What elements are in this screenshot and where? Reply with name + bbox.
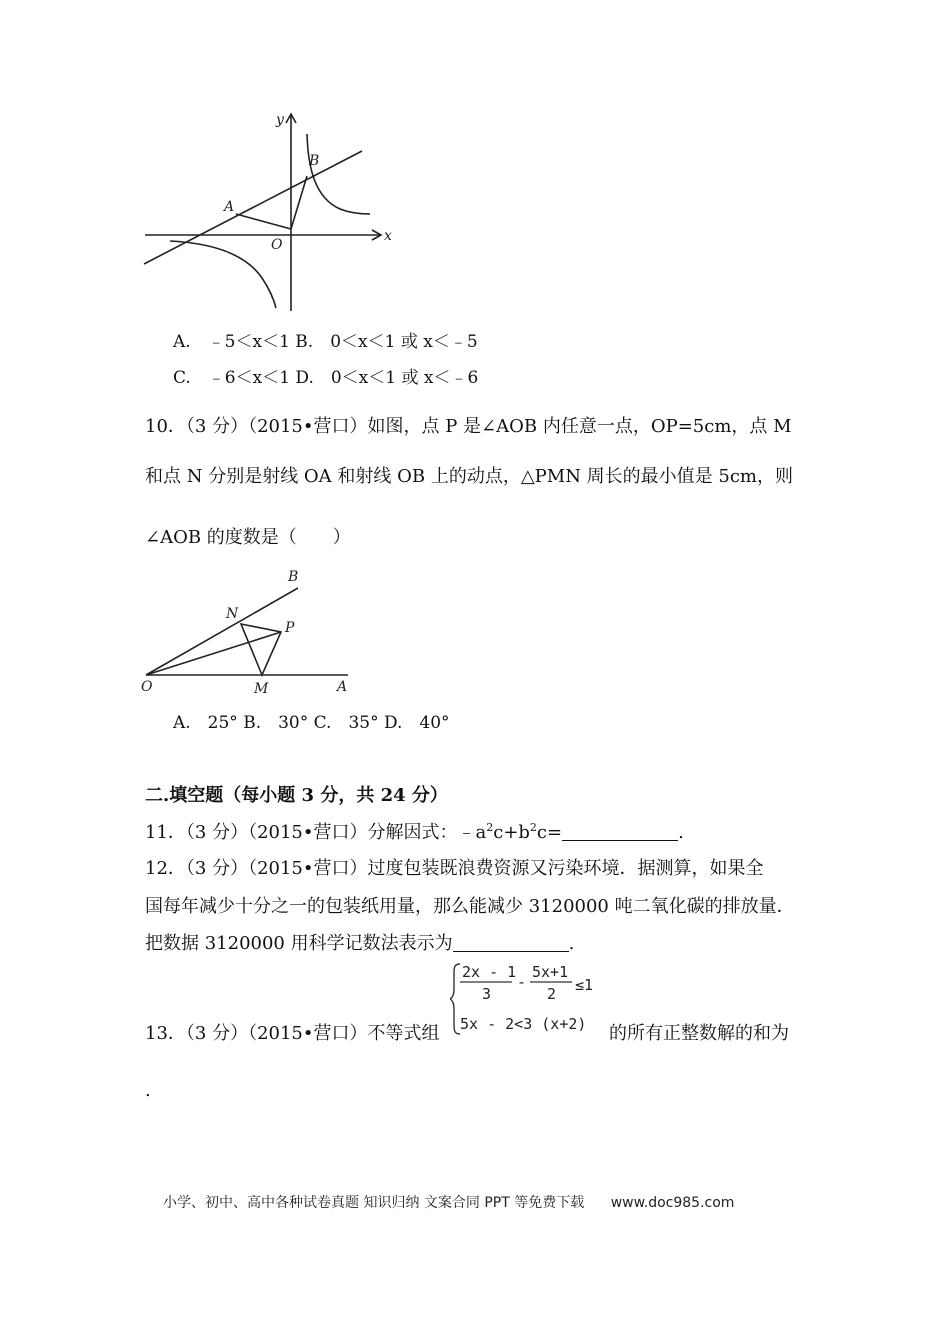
q12-line2: 国每年减少十分之一的包装纸用量，那么能减少 3120000 吨二氧化碳的排放量． <box>145 896 795 917</box>
footer-site[interactable]: www.doc985.com <box>610 1195 735 1211</box>
q11-text-before: 11．（3 分）（2015•营口）分解因式：﹣a <box>145 822 487 843</box>
triangle-pmn <box>241 624 281 675</box>
q12-line3-text: 把数据 3120000 用科学记数法表示为 <box>145 933 453 954</box>
row2: 5x - 2<3 (x+2) <box>460 1015 587 1033</box>
label-o: O <box>271 237 283 253</box>
q11-sup1: 2 <box>486 821 494 834</box>
frac2-den: 2 <box>547 985 557 1003</box>
footer-text: 小学、初中、高中各种试卷真题 知识归纳 文案合同 PPT 等免费下载 <box>163 1195 585 1211</box>
q12-line1: 12．（3 分）（2015•营口）过度包装既浪费资源又污染环境．据测算，如果全 <box>145 858 764 879</box>
q13-inequality-system <box>450 960 610 1038</box>
q11-line <box>145 818 684 844</box>
label-b2: B <box>288 569 299 585</box>
minus-sign: - <box>517 973 527 991</box>
section-title: 二.填空题（每小题 3 分，共 24 分） <box>145 785 448 806</box>
q10-line2: 和点 N 分别是射线 OA 和射线 OB 上的动点，△PMN 周长的最小值是 5cm，则 <box>145 466 793 487</box>
q11-text-after: c= <box>536 822 563 843</box>
q10-line3: ∠AOB 的度数是（ ） <box>145 527 351 548</box>
label-x: x <box>384 228 392 244</box>
frac1-num: 2x - 1 <box>462 963 517 981</box>
q10-line1: 10．（3 分）（2015•营口）如图，点 P 是∠AOB 内任意一点，OP=5cm，点 M <box>145 416 792 437</box>
label-o2: O <box>141 679 153 695</box>
q9-options-cd: C. ﹣6＜x＜1 D. 0＜x＜1 或 x＜﹣6 <box>173 368 479 388</box>
q13-end: . <box>145 1080 151 1101</box>
q13-suffix: 的所有正整数解的和为 <box>609 1023 789 1044</box>
label-n: N <box>226 606 239 622</box>
label-a2: A <box>337 679 348 695</box>
figure-angle-triangle <box>138 566 358 698</box>
frac1-den: 3 <box>482 985 492 1003</box>
q11-answer-blank[interactable] <box>562 824 678 841</box>
footer <box>163 1192 734 1212</box>
label-b: B <box>309 153 320 169</box>
segment-op <box>146 632 281 675</box>
label-p: P <box>285 620 295 636</box>
q11-sup2: 2 <box>529 821 537 834</box>
q13-prefix: 13．（3 分）（2015•营口）不等式组 <box>145 1023 440 1044</box>
q11-mid: c+b <box>493 822 530 843</box>
hyperbola-branch-2 <box>170 241 276 308</box>
segment-oa <box>236 214 291 229</box>
q12-end: . <box>568 933 575 954</box>
q11-end: . <box>678 822 684 843</box>
label-m: M <box>254 681 269 697</box>
label-a: A <box>224 199 235 215</box>
left-brace <box>450 964 460 1034</box>
figure-coordinate-graph <box>140 108 400 318</box>
line-ab <box>144 151 362 264</box>
q12-answer-blank[interactable] <box>453 935 569 952</box>
frac2-num: 5x+1 <box>532 963 569 981</box>
q12-line3 <box>145 929 574 955</box>
q9-options-ab: A. ﹣5＜x＜1 B. 0＜x＜1 或 x＜﹣5 <box>173 332 478 352</box>
rel1: ≤1 <box>575 976 594 994</box>
label-y: y <box>276 112 284 128</box>
q10-options: A. 25° B. 30° C. 35° D. 40° <box>173 713 450 733</box>
